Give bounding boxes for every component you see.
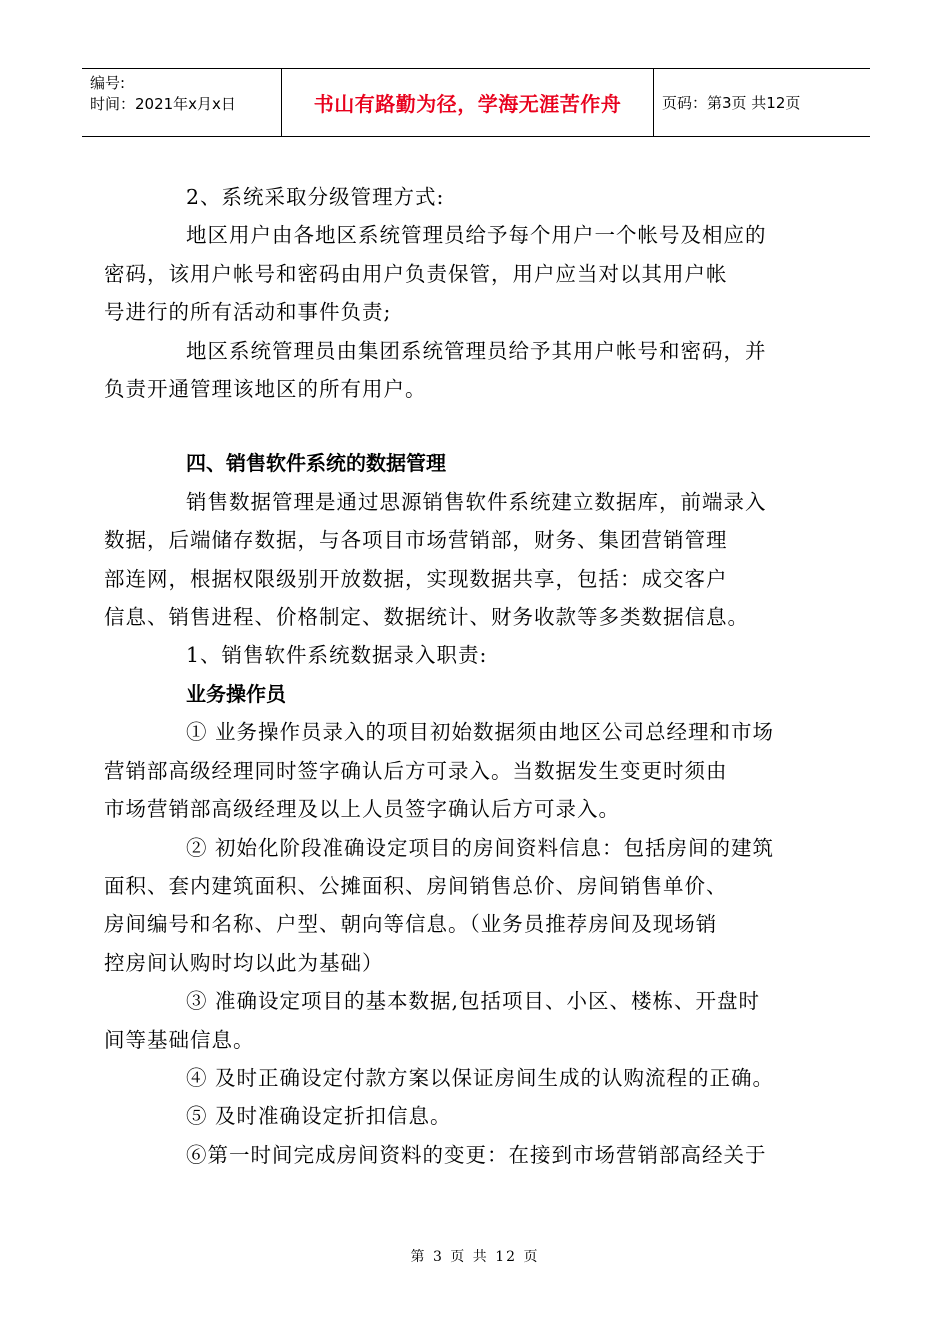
spacer (145, 408, 810, 444)
paragraph: 地区用户由各地区系统管理员给予每个用户一个帐号及相应的 密码，该用户帐号和密码由用户负责保管，用户应当对以其用户帐 号进行的所有活动和事件负责; (104, 223, 767, 325)
motto-text: 书山有路勤为径，学海无涯苦作舟 (313, 92, 622, 116)
list-item: ② 初始化阶段准确设定项目的房间资料信息：包括房间的建筑 面积、套内建筑面积、公摊面积、房间销售总价、房间销售单价、 房间编号和名称、户型、朝向等信息。（业务员推荐房间及现场销 控房间认购时均以此为基础） (104, 835, 775, 975)
paragraph: 销售数据管理是通过思源销售软件系统建立数据库，前端录入 数据，后端储存数据，与各项目市场营销部，财务、集团营销管理 部连网，根据权限级别开放数据，实现数据共享，包括：成交客户 信息、销售进程、价格制定、数据统计、财务收款等多类数据信息。 (104, 489, 767, 630)
list-item: ⑤ 及时准确设定折扣信息。 (186, 1104, 452, 1129)
list-item: ③ 准确设定项目的基本数据,包括项目、小区、楼栋、开盘时 间等基础信息。 (104, 989, 761, 1052)
time-label: 时间：2021年x月x日 (90, 95, 236, 113)
document-body (104, 178, 810, 1174)
header-meta (82, 69, 282, 136)
header-page-info-cell (654, 69, 870, 136)
paragraph: 1、销售软件系统数据录入职责: (186, 643, 488, 668)
paragraph: 2、系统采取分级管理方式: (186, 185, 445, 209)
list-item: ④ 及时正确设定付款方案以保证房间生成的认购流程的正确。 (186, 1065, 775, 1090)
section-heading: 四、销售软件系统的数据管理 (186, 451, 446, 476)
header-motto-cell (282, 69, 654, 136)
list-item: ⑥第一时间完成房间资料的变更：在接到市场营销部高经关于 (186, 1142, 767, 1167)
document-header (82, 68, 870, 137)
paragraph: 地区系统管理员由集团系统管理员给予其用户帐号和密码，并 负责开通管理该地区的所有用户。 (104, 338, 767, 402)
page-info: 页码：第3页 共12页 (662, 94, 801, 112)
page-footer: 第 3 页 共 12 页 (410, 1249, 540, 1265)
list-item: ① 业务操作员录入的项目初始数据须由地区公司总经理和市场 营销部高级经理同时签字确认后方可录入。当数据发生变更时须由 市场营销部高级经理及以上人员签字确认后方可录入。 (104, 720, 775, 822)
sub-heading: 业务操作员 (186, 681, 286, 706)
code-label: 编号: (90, 74, 126, 92)
